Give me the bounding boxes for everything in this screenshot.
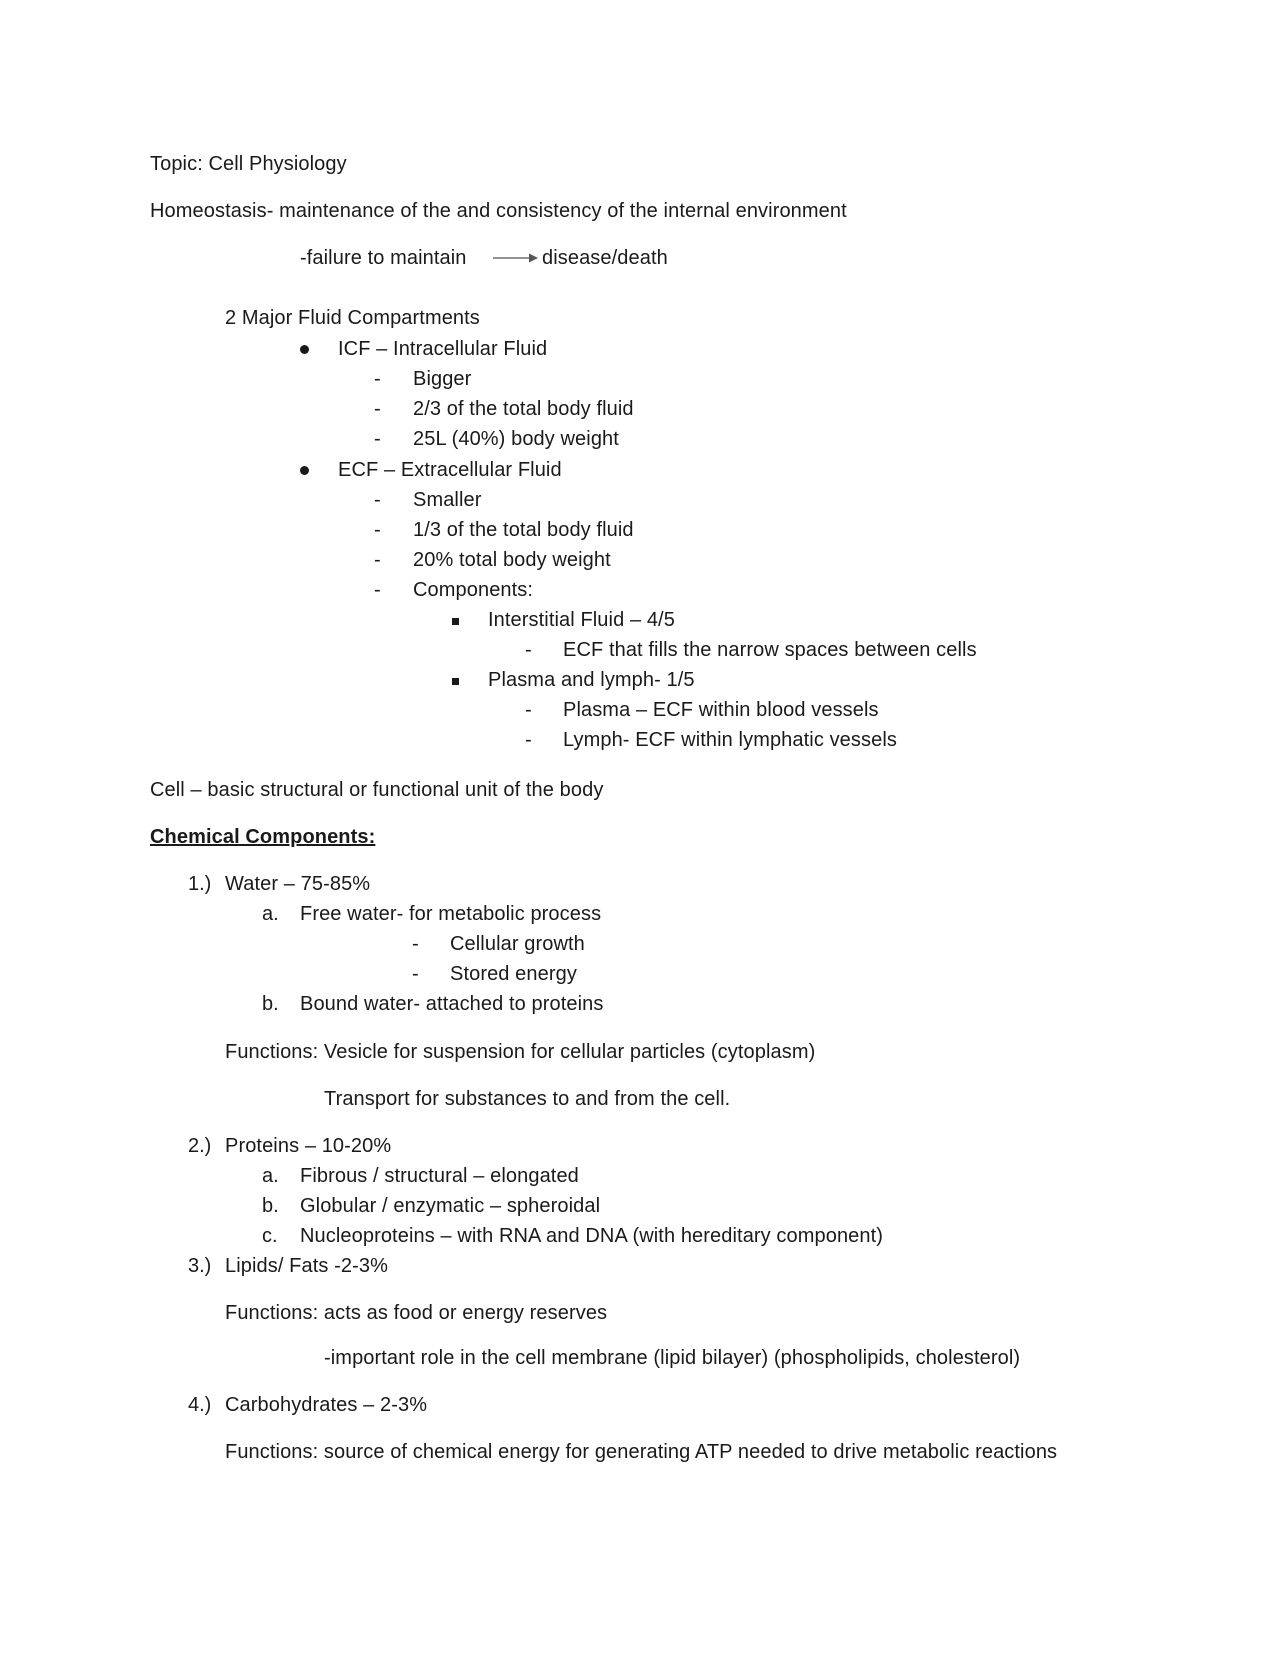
- dash-marker: -: [374, 519, 381, 541]
- bullet-icon: [300, 466, 309, 475]
- list-number: 2.): [188, 1135, 212, 1157]
- dash-marker: -: [374, 368, 381, 390]
- dash-marker: -: [374, 579, 381, 601]
- component-detail: Plasma – ECF within blood vessels: [563, 699, 879, 721]
- list-letter: a.: [262, 1165, 279, 1187]
- carbohydrates-functions: Functions: source of chemical energy for generating ATP needed to drive metabolic reactions: [225, 1441, 1058, 1463]
- square-bullet-icon: [452, 678, 459, 685]
- chemical-components-heading: Chemical Components:: [150, 826, 376, 848]
- list-number: 3.): [188, 1255, 212, 1277]
- component-detail: ECF that fills the narrow spaces between cells: [563, 639, 977, 661]
- proteins-label: Proteins – 10-20%: [225, 1135, 392, 1157]
- bound-water-label: Bound water- attached to proteins: [300, 993, 604, 1015]
- dash-marker: -: [525, 729, 532, 751]
- list-letter: b.: [262, 993, 279, 1015]
- icf-label: ICF – Intracellular Fluid: [338, 338, 548, 360]
- water-functions: Functions: Vesicle for suspension for cellular particles (cytoplasm): [225, 1041, 816, 1063]
- component-detail: Lymph- ECF within lymphatic vessels: [563, 729, 897, 751]
- list-number: 1.): [188, 873, 212, 895]
- free-water-label: Free water- for metabolic process: [300, 903, 602, 925]
- dash-marker: -: [374, 549, 381, 571]
- ecf-item: 1/3 of the total body fluid: [413, 519, 634, 541]
- water-label: Water – 75-85%: [225, 873, 371, 895]
- dash-marker: -: [525, 699, 532, 721]
- icf-item: 25L (40%) body weight: [413, 428, 619, 450]
- icf-item: Bigger: [413, 368, 472, 390]
- protein-item: Nucleoproteins – with RNA and DNA (with hereditary component): [300, 1225, 884, 1247]
- lipids-functions: Functions: acts as food or energy reserves: [225, 1302, 608, 1324]
- list-number: 4.): [188, 1394, 212, 1416]
- dash-marker: -: [525, 639, 532, 661]
- list-letter: b.: [262, 1195, 279, 1217]
- component-label: Plasma and lymph- 1/5: [488, 669, 695, 691]
- dash-marker: -: [412, 963, 419, 985]
- protein-item: Fibrous / structural – elongated: [300, 1165, 579, 1187]
- bullet-icon: [300, 345, 309, 354]
- dash-marker: -: [374, 489, 381, 511]
- ecf-item: Smaller: [413, 489, 482, 511]
- free-water-item: Cellular growth: [450, 933, 585, 955]
- ecf-label: ECF – Extracellular Fluid: [338, 459, 562, 481]
- icf-item: 2/3 of the total body fluid: [413, 398, 634, 420]
- dash-marker: -: [374, 398, 381, 420]
- lipids-functions-continued: -important role in the cell membrane (lipid bilayer) (phospholipids, cholesterol): [324, 1347, 1021, 1369]
- water-functions-continued: Transport for substances to and from the cell.: [324, 1088, 731, 1110]
- ecf-item: 20% total body weight: [413, 549, 611, 571]
- protein-item: Globular / enzymatic – spheroidal: [300, 1195, 601, 1217]
- component-label: Interstitial Fluid – 4/5: [488, 609, 675, 631]
- cell-definition: Cell – basic structural or functional unit of the body: [150, 779, 604, 801]
- list-letter: a.: [262, 903, 279, 925]
- free-water-item: Stored energy: [450, 963, 577, 985]
- square-bullet-icon: [452, 618, 459, 625]
- carbohydrates-label: Carbohydrates – 2-3%: [225, 1394, 428, 1416]
- dash-marker: -: [374, 428, 381, 450]
- homeostasis-failure: -failure to maintain: [300, 247, 467, 269]
- arrow-right-icon: [493, 252, 539, 264]
- homeostasis-consequence: disease/death: [542, 247, 668, 269]
- homeostasis-definition: Homeostasis- maintenance of the and consistency of the internal environment: [150, 200, 847, 222]
- ecf-item: Components:: [413, 579, 534, 601]
- dash-marker: -: [412, 933, 419, 955]
- fluid-compartments-title: 2 Major Fluid Compartments: [225, 307, 480, 329]
- lipids-label: Lipids/ Fats -2-3%: [225, 1255, 388, 1277]
- list-letter: c.: [262, 1225, 278, 1247]
- topic-title: Topic: Cell Physiology: [150, 153, 347, 175]
